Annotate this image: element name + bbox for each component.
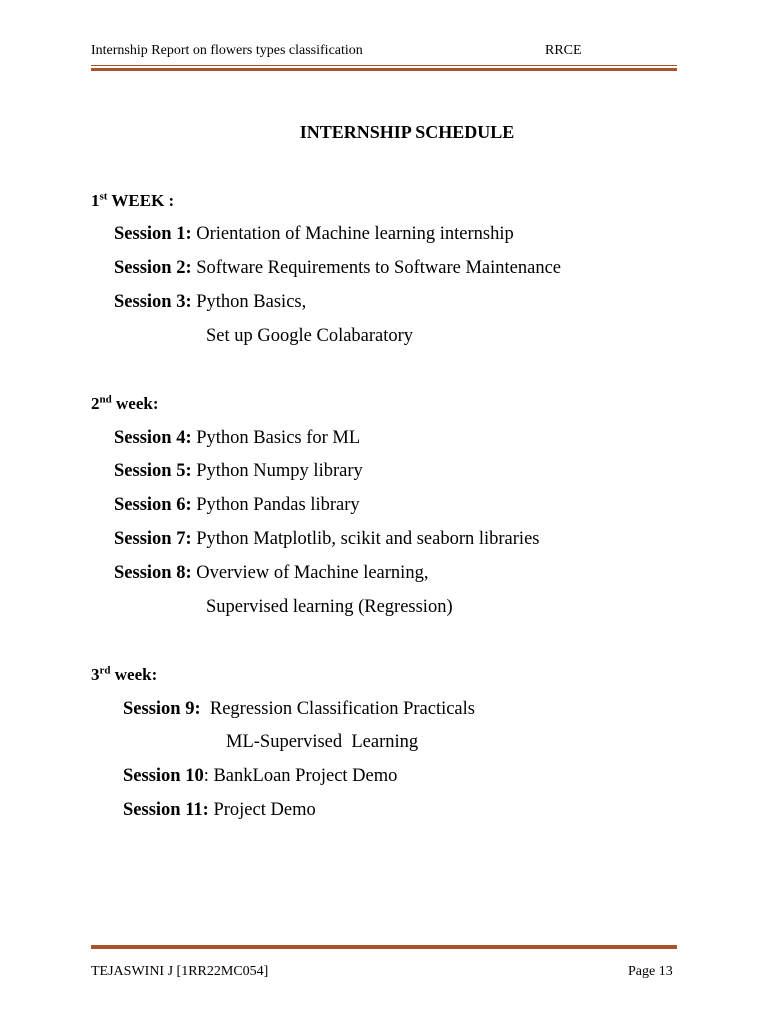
- session-3-continuation: Set up Google Colabaratory: [206, 326, 414, 346]
- session-9-continuation: ML-Supervised Learning: [226, 732, 419, 752]
- session-5: Session 5: Python Numpy library: [114, 461, 363, 481]
- session-7: Session 7: Python Matplotlib, scikit and seaborn libraries: [114, 529, 540, 549]
- footer-author: TEJASWINI J [1RR22MC054]: [91, 964, 269, 979]
- session-11: Session 11: Project Demo: [123, 800, 316, 820]
- footer-rule: [91, 943, 677, 949]
- session-4: Session 4: Python Basics for ML: [114, 428, 361, 448]
- page-title: INTERNSHIP SCHEDULE: [299, 122, 515, 142]
- header-institution: RRCE: [545, 43, 582, 58]
- session-9: Session 9: Regression Classification Practicals: [123, 699, 475, 719]
- header-rule: [91, 63, 677, 71]
- week-3-heading: 3rd week:: [91, 664, 158, 684]
- week-2-heading: 2nd week:: [91, 393, 159, 413]
- session-2: Session 2: Software Requirements to Software Maintenance: [114, 258, 561, 278]
- session-1: Session 1: Orientation of Machine learning internship: [114, 224, 514, 244]
- session-6: Session 6: Python Pandas library: [114, 495, 360, 515]
- page-number: Page 13: [628, 964, 673, 979]
- session-8-continuation: Supervised learning (Regression): [206, 597, 453, 617]
- session-3: Session 3: Python Basics,: [114, 292, 307, 312]
- session-8: Session 8: Overview of Machine learning,: [114, 563, 429, 583]
- session-10: Session 10: BankLoan Project Demo: [123, 766, 398, 786]
- header-title: Internship Report on flowers types classification: [91, 43, 363, 58]
- week-1-heading: 1st WEEK :: [91, 190, 175, 210]
